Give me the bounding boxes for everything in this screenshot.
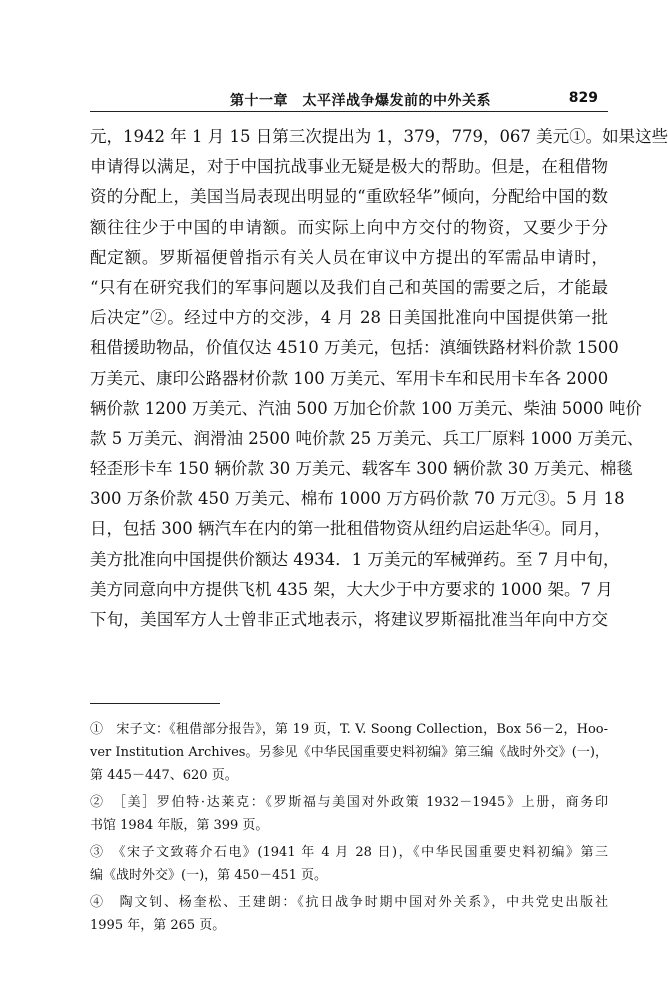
footnote-line: 1995 年，第 265 页。 (90, 918, 226, 933)
body-line: 申请得以满足，对于中国抗战事业无疑是极大的帮助。但是，在租借物 (90, 157, 608, 177)
footnote-line: 编《战时外交》(一)，第 450－451 页。 (90, 868, 328, 883)
footnote-line: ver Institution Archives。另参见《中华民国重要史料初编》第三编《战时外交》(一)， (90, 745, 608, 760)
body-line: “只有在研究我们的军事问题以及我们自己和英国的需要之后，才能最 (90, 277, 608, 297)
footnote-line: ③ 《宋子文致蒋介石电》(1941 年 4 月 28 日)，《中华民国重要史料初编》第三 (90, 845, 608, 860)
body-line: 额往往少于中国的申请额。而实际上向中方交付的物资，又要少于分 (90, 217, 608, 237)
body-line: 下旬，美国军方人士曾非正式地表示，将建议罗斯福批准当年向中方交 (90, 610, 608, 629)
footnotes (90, 718, 608, 937)
body-line: 租借援助物品，价值仅达 4510 万美元，包括：滇缅铁路材料价款 1500 (90, 338, 619, 358)
footnote-line: ④ 陶文钊、杨奎松、王建朗：《抗日战争时期中国对外关系》，中共党史出版社 (90, 895, 608, 910)
footnote-line: ② ［美］罗伯特·达莱克：《罗斯福与美国对外政策 1932－1945》上册，商务印 (90, 795, 608, 810)
body-line: 辆价款 1200 万美元、汽油 500 万加仑价款 100 万美元、柴油 5000 吨价 (90, 398, 642, 418)
body-line: 万美元、康印公路器材价款 100 万美元、军用卡车和民用卡车各 2000 (90, 368, 609, 388)
body-line: 轻歪形卡车 150 辆价款 30 万美元、载客车 300 辆价款 30 万美元、棉毯 (90, 459, 633, 479)
header-rule (90, 111, 608, 112)
page-number: 829 (568, 90, 598, 106)
footnote-rule (90, 703, 220, 704)
footnote-1 (90, 718, 608, 787)
footnote-4 (90, 891, 608, 937)
running-header-title: 第十一章 太平洋战争爆发前的中外关系 (230, 93, 491, 109)
body-line: 美方批准向中国提供价额达 4934．1 万美元的军械弹药。至 7 月中旬， (90, 549, 620, 569)
body-line: 资的分配上，美国当局表现出明显的“重欧轻华”倾向，分配给中国的数 (90, 187, 608, 207)
footnote-line: 书馆 1984 年版，第 399 页。 (90, 818, 269, 833)
body-line: 300 万条价款 450 万美元、棉布 1000 万方码价款 70 万元③。5 月 18 (90, 489, 625, 509)
body-line: 后决定”②。经过中方的交涉，4 月 28 日美国批准向中国提供第一批 (90, 308, 608, 328)
page-header (90, 84, 608, 112)
body-line: 元，1942 年 1 月 15 日第三次提出为 1，379，779，067 美元①。如果这些 (90, 127, 668, 146)
footnote-3 (90, 841, 608, 887)
body-line: 配定额。罗斯福便曾指示有关人员在审议中方提出的军需品申请时， (90, 247, 608, 267)
body-text (90, 122, 668, 635)
body-line: 日，包括 300 辆汽车在内的第一批租借物资从纽约启运赴华④。同月， (90, 519, 611, 539)
body-line: 款 5 万美元、润滑油 2500 吨价款 25 万美元、兵工厂原料 1000 万美元、 (90, 428, 644, 448)
footnote-2 (90, 791, 608, 837)
footnote-line: 第 445－447、620 页。 (90, 768, 238, 783)
footnote-line: ① 宋子文：《租借部分报告》，第 19 页，T. V. Soong Collection，Box 56－2，Hoo- (90, 722, 608, 737)
body-line: 美方同意向中方提供飞机 435 架，大大少于中方要求的 1000 架。7 月 (90, 579, 613, 599)
